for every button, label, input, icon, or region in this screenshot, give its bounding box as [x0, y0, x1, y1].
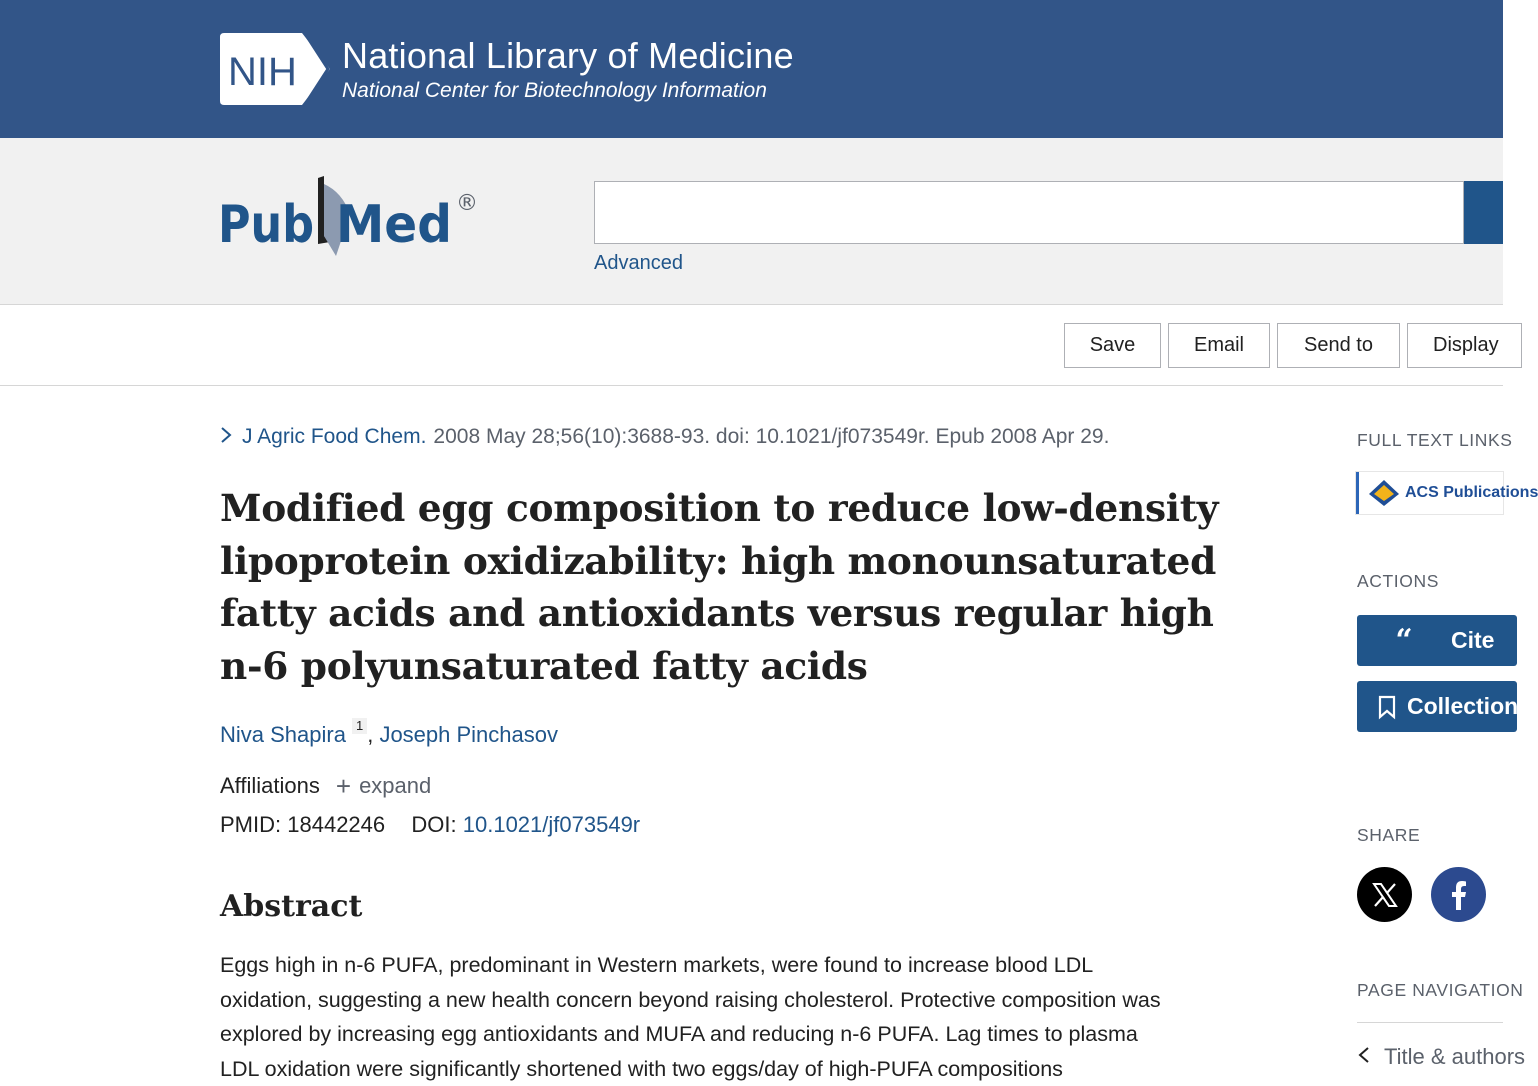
email-button[interactable]: Email	[1168, 323, 1270, 368]
nih-brand	[342, 36, 794, 105]
cite-label: Cite	[1451, 627, 1494, 654]
citation-details: 2008 May 28;56(10):3688-93. doi: 10.1021/jf073549r. Epub 2008 Apr 29.	[433, 425, 1109, 449]
citation-line	[220, 424, 1109, 450]
expand-label: expand	[359, 773, 431, 799]
send-to-button[interactable]: Send to	[1277, 323, 1400, 368]
x-share-button[interactable]	[1357, 867, 1412, 922]
search-band	[0, 138, 1503, 305]
page-navigation-divider	[1357, 1022, 1503, 1023]
acs-logo-icon	[1367, 478, 1401, 508]
identifiers-row	[220, 812, 640, 838]
page-nav-item-label: Title & authors	[1384, 1044, 1525, 1070]
acs-provider-label: ACS Publications	[1405, 484, 1538, 502]
page-navigation-heading: PAGE NAVIGATION	[1357, 980, 1524, 1001]
collections-button[interactable]	[1357, 681, 1517, 732]
nih-logo-icon	[220, 33, 330, 105]
nih-title: National Library of Medicine	[342, 36, 794, 76]
share-heading: SHARE	[1357, 825, 1420, 846]
doi-link[interactable]: 10.1021/jf073549r	[463, 812, 640, 837]
collections-label: Collections	[1407, 693, 1531, 720]
abstract-heading: Abstract	[220, 889, 362, 924]
display-options-button[interactable]: Display	[1407, 323, 1522, 368]
save-button[interactable]: Save	[1064, 323, 1161, 368]
search-button[interactable]	[1464, 181, 1503, 244]
author-list	[220, 718, 558, 748]
author-separator: ,	[367, 722, 373, 747]
affiliations-row	[220, 773, 431, 799]
pmid-label: PMID:	[220, 812, 281, 837]
facebook-share-button[interactable]	[1431, 867, 1486, 922]
nih-banner	[0, 0, 1503, 138]
author-link[interactable]: Joseph Pinchasov	[379, 722, 558, 747]
acs-full-text-link[interactable]	[1356, 472, 1503, 514]
cite-button[interactable]	[1357, 615, 1517, 666]
search-input[interactable]	[594, 181, 1464, 244]
bookmark-icon	[1377, 695, 1397, 719]
abstract-line: LDL oxidation were significantly shortened with two eggs/day of high-PUFA compositions	[220, 1052, 1265, 1086]
facebook-icon	[1451, 880, 1467, 910]
abstract-text	[220, 948, 1265, 1086]
svg-text:Med: Med	[336, 195, 452, 255]
quote-icon: “	[1373, 626, 1435, 656]
expand-affiliations-button[interactable]	[336, 773, 431, 799]
chevron-left-icon	[1358, 1044, 1370, 1070]
svg-text:Pub: Pub	[218, 195, 314, 255]
nih-subtitle: National Center for Biotechnology Information	[342, 77, 794, 105]
pubmed-logo-icon	[218, 174, 483, 266]
x-icon	[1372, 882, 1398, 908]
affiliation-ref[interactable]: 1	[352, 718, 367, 734]
abstract-line: Eggs high in n-6 PUFA, predominant in Western markets, were found to increase blood LDL	[220, 948, 1265, 983]
pmid-value: 18442246	[287, 812, 385, 837]
page-nav-title-authors[interactable]	[1358, 1044, 1525, 1070]
chevron-right-icon[interactable]	[220, 424, 232, 450]
registered-mark: ®	[456, 191, 478, 216]
abstract-line: explored by increasing egg antioxidants and MUFA and reducing n-6 PUFA. Lag times to plasma	[220, 1017, 1265, 1052]
journal-link[interactable]: J Agric Food Chem.	[242, 425, 426, 449]
nih-logo-text: NIH	[228, 50, 297, 94]
actions-heading: ACTIONS	[1357, 571, 1439, 592]
advanced-search-link[interactable]: Advanced	[594, 252, 683, 275]
abstract-line: oxidation, suggesting a new health concern beyond raising cholesterol. Protective composition was	[220, 983, 1265, 1018]
article-action-bar	[0, 305, 1503, 386]
full-text-links-heading: FULL TEXT LINKS	[1357, 430, 1513, 451]
author-link[interactable]: Niva Shapira	[220, 722, 346, 747]
pubmed-logo[interactable]	[218, 174, 483, 266]
article-title: Modified egg composition to reduce low-density lipoprotein oxidizability: high monounsaturated fatty acids and antioxidants versus regular high n-6 polyunsaturated fatty acids	[220, 482, 1260, 692]
affiliations-label: Affiliations	[220, 773, 320, 799]
doi-label: DOI:	[411, 812, 456, 837]
plus-icon: +	[336, 775, 351, 797]
nih-logo[interactable]	[220, 33, 330, 105]
